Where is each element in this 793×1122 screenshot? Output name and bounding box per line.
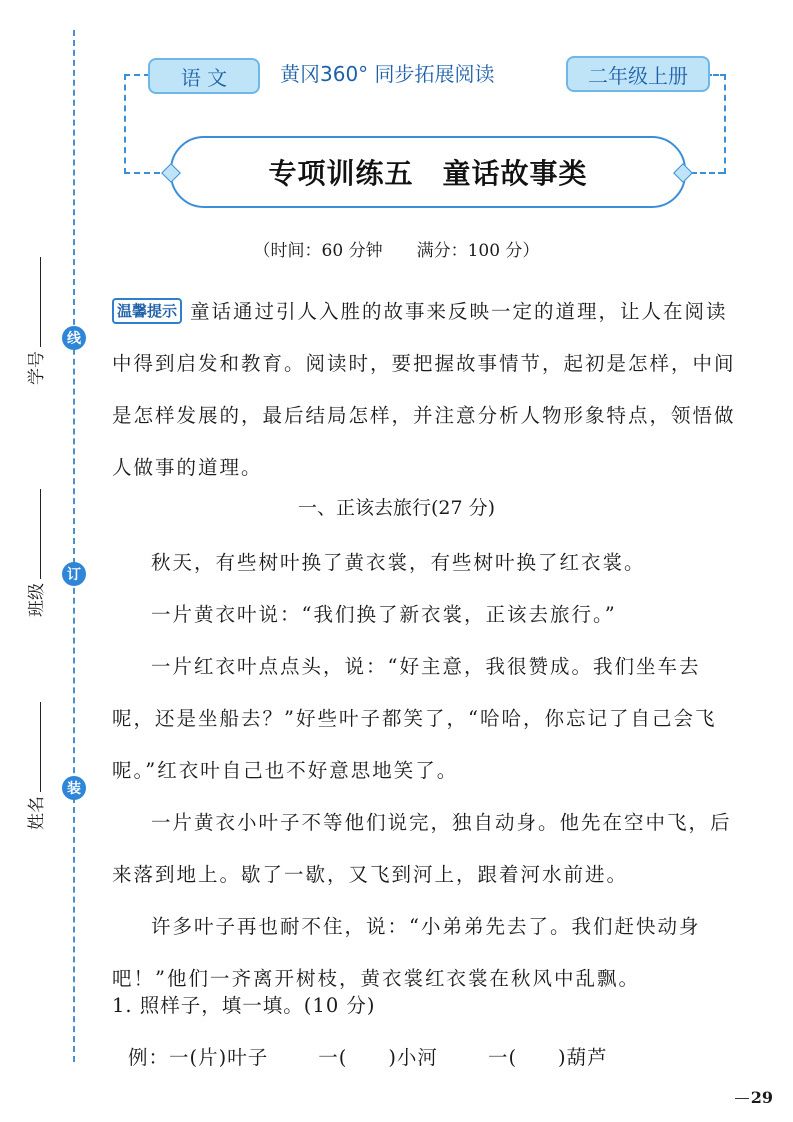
name-field[interactable] — [22, 702, 47, 830]
name-label: 姓名 — [27, 796, 47, 830]
time-info: （时间：60 分钟 满分：100 分） — [253, 241, 540, 261]
blank-river[interactable]: 一( )小河 — [318, 1046, 438, 1069]
binding-mark-order: 订 — [62, 562, 86, 586]
section-score: (27 分) — [430, 497, 496, 519]
question-1: 1. 照样子，填一填。(10 分) — [112, 994, 376, 1017]
student-id-blank[interactable] — [28, 257, 41, 347]
example-text: 例：一(片)叶子 — [128, 1046, 269, 1069]
story-text — [112, 537, 742, 1005]
section-title: 一、正该去旅行 — [297, 497, 431, 519]
page-number: 29 — [750, 1088, 773, 1107]
section-heading — [0, 493, 793, 520]
binding-dashed-line — [73, 30, 75, 1062]
page-title: 专项训练五 童话故事类 — [170, 136, 686, 208]
student-id-label: 学号 — [27, 351, 47, 385]
story-paragraph: 一片红衣叶点点头，说：“好主意，我很赞成。我们坐车去呢，还是坐船去？”好些叶子都笑了，“哈哈，你忘记了自己会飞呢。”红衣叶自己也不好意思地笑了。 — [112, 655, 717, 782]
header-right-bracket — [706, 74, 726, 174]
story-paragraph: 秋天，有些树叶换了黄衣裳，有些树叶换了红衣裳。 — [151, 551, 646, 574]
story-paragraph: 一片黄衣叶说：“我们换了新衣裳，正该去旅行。” — [151, 603, 617, 626]
tip-text: 童话通过引人入胜的故事来反映一定的道理，让人在阅读中得到启发和教育。阅读时，要把握故事情节，起初是怎样，中间是怎样发展的，最后结局怎样，并注意分析人物形象特点，领悟做人做事的道理。 — [112, 300, 736, 479]
class-label: 班级 — [27, 583, 47, 617]
grade-pill: 二年级上册 — [566, 56, 710, 92]
binding-mark-line: 线 — [62, 326, 86, 350]
question-1-example-row — [128, 1042, 608, 1070]
story-paragraph: 许多叶子再也耐不住，说：“小弟弟先去了。我们赶快动身吧！”他们一齐离开树枝，黄衣裳红衣裳在秋风中乱飘。 — [112, 915, 701, 990]
subject-pill: 语 文 — [148, 58, 260, 94]
student-id-field[interactable] — [22, 257, 47, 385]
binding-mark-bind: 装 — [62, 776, 86, 800]
name-blank[interactable] — [28, 702, 41, 792]
page-number-dash — [735, 1098, 749, 1099]
tip-badge: 温馨提示 — [112, 298, 182, 324]
series-title: 黄冈360° 同步拓展阅读 — [280, 62, 495, 86]
blank-gourd[interactable]: 一( )葫芦 — [487, 1046, 608, 1069]
story-paragraph: 一片黄衣小叶子不等他们说完，独自动身。他先在空中飞，后来落到地上。歇了一歇，又飞到河上，跟着河水前进。 — [112, 811, 732, 886]
header-left-bracket — [124, 74, 150, 174]
tip-paragraph — [112, 286, 742, 494]
